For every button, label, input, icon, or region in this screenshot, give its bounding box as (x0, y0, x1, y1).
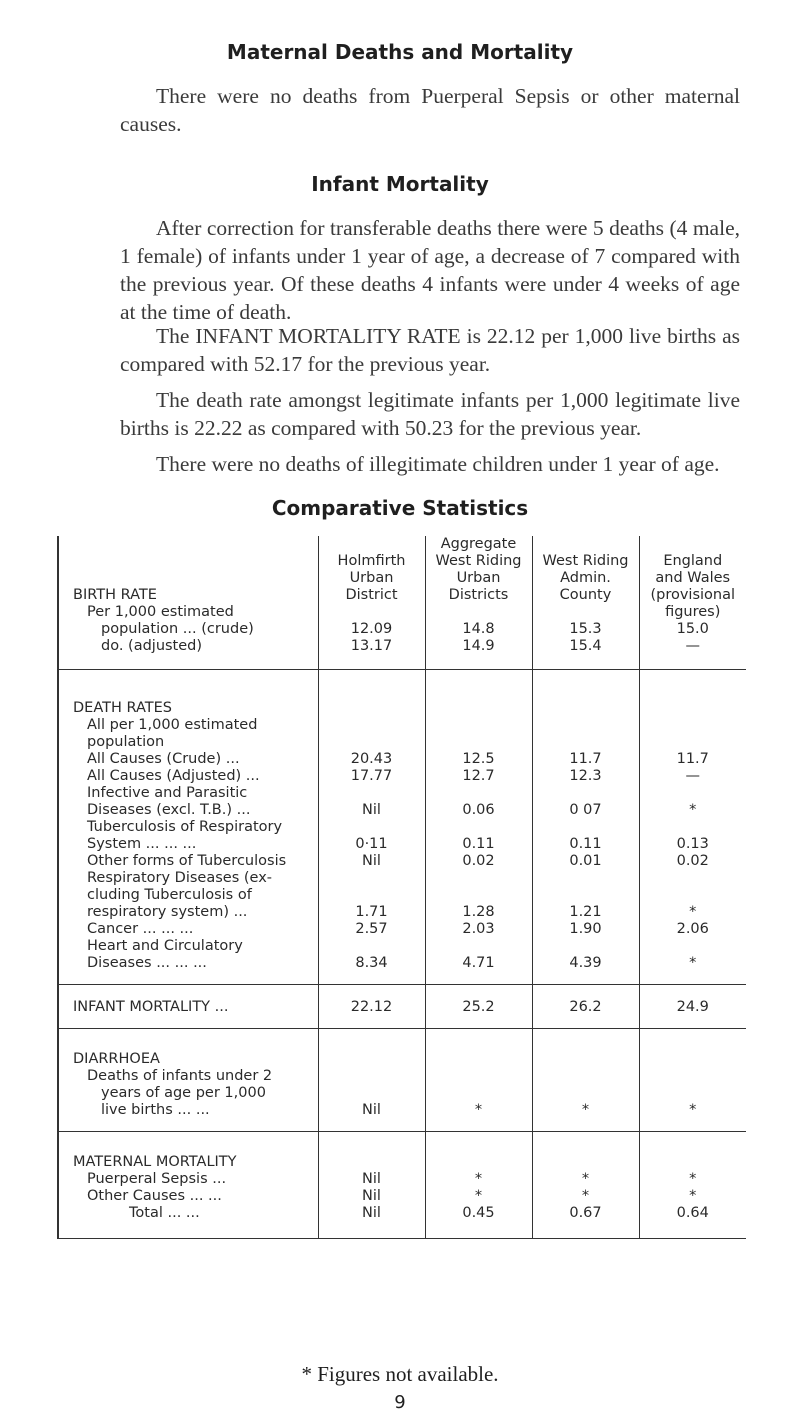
death-value: 11.7 (569, 751, 602, 767)
col-holmfirth-line-1: Holmfirth (337, 553, 406, 569)
maternal-values-wr (532, 1132, 639, 1239)
col-aggregate-line-2: West Riding (435, 553, 522, 569)
death-rates-title: DEATH RATES (73, 700, 172, 716)
death-value: 1.21 (569, 904, 602, 920)
diarrhoea-title: DIARRHOEA (73, 1051, 160, 1067)
col-wr-line-1: West Riding (542, 553, 629, 569)
infant-mortality-row (58, 985, 746, 1029)
death-value: * (689, 955, 697, 971)
col-wr-line-3: County (559, 587, 612, 603)
col-holmfirth-line-3: District (345, 587, 398, 603)
death-label-tb-other: Other forms of Tuberculosis (87, 853, 287, 869)
diarrhoea-line-2: years of age per 1,000 (101, 1085, 266, 1101)
death-label-tb-resp-1: Tuberculosis of Respiratory (87, 819, 283, 835)
birth-adjusted-wr: 15.4 (569, 638, 602, 654)
death-value: 0 07 (569, 802, 602, 818)
diarrhoea-label (58, 1029, 318, 1132)
diarrhoea-value-ew: * (689, 1102, 697, 1118)
footnote: * Figures not available. (301, 1362, 499, 1386)
infant-mortality-title: INFANT MORTALITY ... (73, 999, 229, 1015)
death-label-infective-1: Infective and Parasitic (87, 785, 248, 801)
death-value: 8.34 (355, 955, 388, 971)
diarrhoea-line-3: live births ... ... (101, 1102, 210, 1118)
maternal-mortality-label (58, 1132, 318, 1239)
death-label-resp-1: Respiratory Diseases (ex- (87, 870, 273, 886)
maternal-mortality-row (58, 1132, 746, 1239)
death-values-aggregate (425, 670, 532, 985)
maternal-label-total: Total ... ... (129, 1205, 200, 1221)
death-value: 11.7 (676, 751, 709, 767)
birth-crude-ew: 15.0 (676, 621, 709, 637)
col-ew-line-3: (provisional (650, 587, 736, 603)
col-aggregate-line-3: Urban (456, 570, 501, 586)
death-label-tb-resp-2: System ... ... ... (87, 836, 197, 852)
death-label-heart-2: Diseases ... ... ... (87, 955, 207, 971)
infant-value-wr: 26.2 (569, 999, 602, 1015)
birth-rate-label (58, 536, 318, 670)
maternal-value: * (581, 1171, 590, 1187)
death-value: * (689, 802, 697, 818)
birth-rate-row (58, 536, 746, 670)
maternal-heading: Maternal Deaths and Mortality (226, 40, 574, 64)
death-value: Nil (362, 853, 381, 869)
death-value: 0.06 (462, 802, 495, 818)
infant-paragraph-3: The death rate amongst legitimate infants per 1,000 legitimate live births is 22.22 as compared with 50.23 for the previous year. (120, 388, 740, 440)
death-value: 2.57 (355, 921, 388, 937)
birth-adjusted-aggregate: 14.9 (462, 638, 495, 654)
maternal-value: * (689, 1188, 697, 1204)
death-value: 0.11 (569, 836, 602, 852)
death-value: 1.90 (569, 921, 602, 937)
death-value: 0.01 (569, 853, 602, 869)
diarrhoea-value-aggregate: * (474, 1102, 483, 1118)
infant-heading: Infant Mortality (311, 172, 489, 196)
death-value: 0.13 (676, 836, 709, 852)
maternal-value: 0.67 (569, 1205, 602, 1221)
maternal-mortality-title: MATERNAL MORTALITY (73, 1154, 237, 1170)
death-label-all-crude: All Causes (Crude) ... (87, 751, 240, 767)
col-west-riding (532, 536, 639, 670)
page-number: 9 (394, 1392, 406, 1413)
col-ew-line-2: and Wales (655, 570, 731, 586)
death-value: 1.71 (355, 904, 388, 920)
maternal-value: * (474, 1188, 483, 1204)
death-rates-sub-1: All per 1,000 estimated (87, 717, 258, 733)
col-aggregate-wr (425, 536, 532, 670)
col-aggregate-line-4: Districts (448, 587, 509, 603)
comparative-heading: Comparative Statistics (271, 496, 529, 520)
death-value: 0.11 (462, 836, 495, 852)
death-value: * (689, 904, 697, 920)
maternal-value: Nil (362, 1205, 381, 1221)
death-label-resp-3: respiratory system) ... (87, 904, 248, 920)
death-label-heart-1: Heart and Circulatory (87, 938, 243, 954)
maternal-text: There were no deaths from Puerperal Sepsis or other maternal causes. (120, 84, 740, 136)
death-value: — (685, 768, 700, 784)
death-values-wr (532, 670, 639, 985)
death-value: 0.02 (676, 853, 709, 869)
birth-rate-title: BIRTH RATE (73, 587, 157, 603)
death-rates-row (58, 670, 746, 985)
infant-value-holmfirth: 22.12 (350, 999, 393, 1015)
col-wr-line-2: Admin. (560, 570, 611, 586)
birth-crude-aggregate: 14.8 (462, 621, 495, 637)
maternal-label-other: Other Causes ... ... (87, 1188, 222, 1204)
maternal-values-ew (639, 1132, 746, 1239)
diarrhoea-row (58, 1029, 746, 1132)
death-value: 4.71 (462, 955, 495, 971)
birth-rate-sub: Per 1,000 estimated (87, 604, 234, 620)
col-ew-line-1: England (663, 553, 723, 569)
death-values-ew (639, 670, 746, 985)
infant-paragraph-4: There were no deaths of illegitimate children under 1 year of age. (156, 452, 720, 476)
death-label-all-adjusted: All Causes (Adjusted) ... (87, 768, 260, 784)
death-value: 17.77 (350, 768, 393, 784)
maternal-value: * (474, 1171, 483, 1187)
maternal-value: 0.45 (462, 1205, 495, 1221)
diarrhoea-value-holmfirth: Nil (362, 1102, 381, 1118)
infant-paragraph-1: After correction for transferable deaths there were 5 deaths (4 male, 1 female) of infants under 1 year of age, a decrease of 7 compared with the previous year. Of these deaths 4 infants were under 4 weeks of age at the time of death. (120, 216, 740, 324)
birth-adjusted-ew: — (685, 638, 700, 654)
death-value: 1.28 (462, 904, 495, 920)
maternal-values-holmfirth (318, 1132, 425, 1239)
infant-paragraph-2: The INFANT MORTALITY RATE is 22.12 per 1,000 live births as compared with 52.17 for the previous year. (120, 324, 740, 376)
death-label-cancer: Cancer ... ... ... (87, 921, 194, 937)
birth-crude-wr: 15.3 (569, 621, 602, 637)
birth-crude-holmfirth: 12.09 (350, 621, 393, 637)
col-aggregate-line-1: Aggregate (440, 536, 517, 552)
death-value: 2.03 (462, 921, 495, 937)
maternal-value: Nil (362, 1171, 381, 1187)
death-label-infective-2: Diseases (excl. T.B.) ... (87, 802, 251, 818)
diarrhoea-value-wr: * (581, 1102, 590, 1118)
death-values-holmfirth (318, 670, 425, 985)
maternal-label-sepsis: Puerperal Sepsis ... (87, 1171, 227, 1187)
infant-mortality-label (58, 985, 318, 1029)
death-value: 4.39 (569, 955, 602, 971)
maternal-value: Nil (362, 1188, 381, 1204)
col-ew-line-4: figures) (665, 604, 721, 620)
diarrhoea-line-1: Deaths of infants under 2 (87, 1068, 273, 1084)
maternal-value: * (581, 1188, 590, 1204)
death-value: 0.02 (462, 853, 495, 869)
col-england-wales (639, 536, 746, 670)
death-rates-sub-2: population (87, 734, 165, 750)
birth-adjusted-label: do. (adjusted) (101, 638, 203, 654)
comparative-statistics-table (57, 536, 746, 1239)
death-label-resp-2: cluding Tuberculosis of (87, 887, 252, 903)
maternal-value: 0.64 (676, 1205, 709, 1221)
maternal-value: * (689, 1171, 697, 1187)
death-rates-label (58, 670, 318, 985)
col-holmfirth (318, 536, 425, 670)
death-value: 12.7 (462, 768, 495, 784)
col-holmfirth-line-2: Urban (349, 570, 394, 586)
birth-crude-label: population ... (crude) (101, 621, 254, 637)
death-value: 12.3 (569, 768, 602, 784)
infant-value-ew: 24.9 (676, 999, 709, 1015)
death-value: 20.43 (350, 751, 393, 767)
infant-value-aggregate: 25.2 (462, 999, 495, 1015)
maternal-values-aggregate (425, 1132, 532, 1239)
birth-adjusted-holmfirth: 13.17 (350, 638, 393, 654)
death-value: 2.06 (676, 921, 709, 937)
death-value: Nil (362, 802, 381, 818)
death-value: 12.5 (462, 751, 495, 767)
death-value: 0·11 (355, 836, 388, 852)
